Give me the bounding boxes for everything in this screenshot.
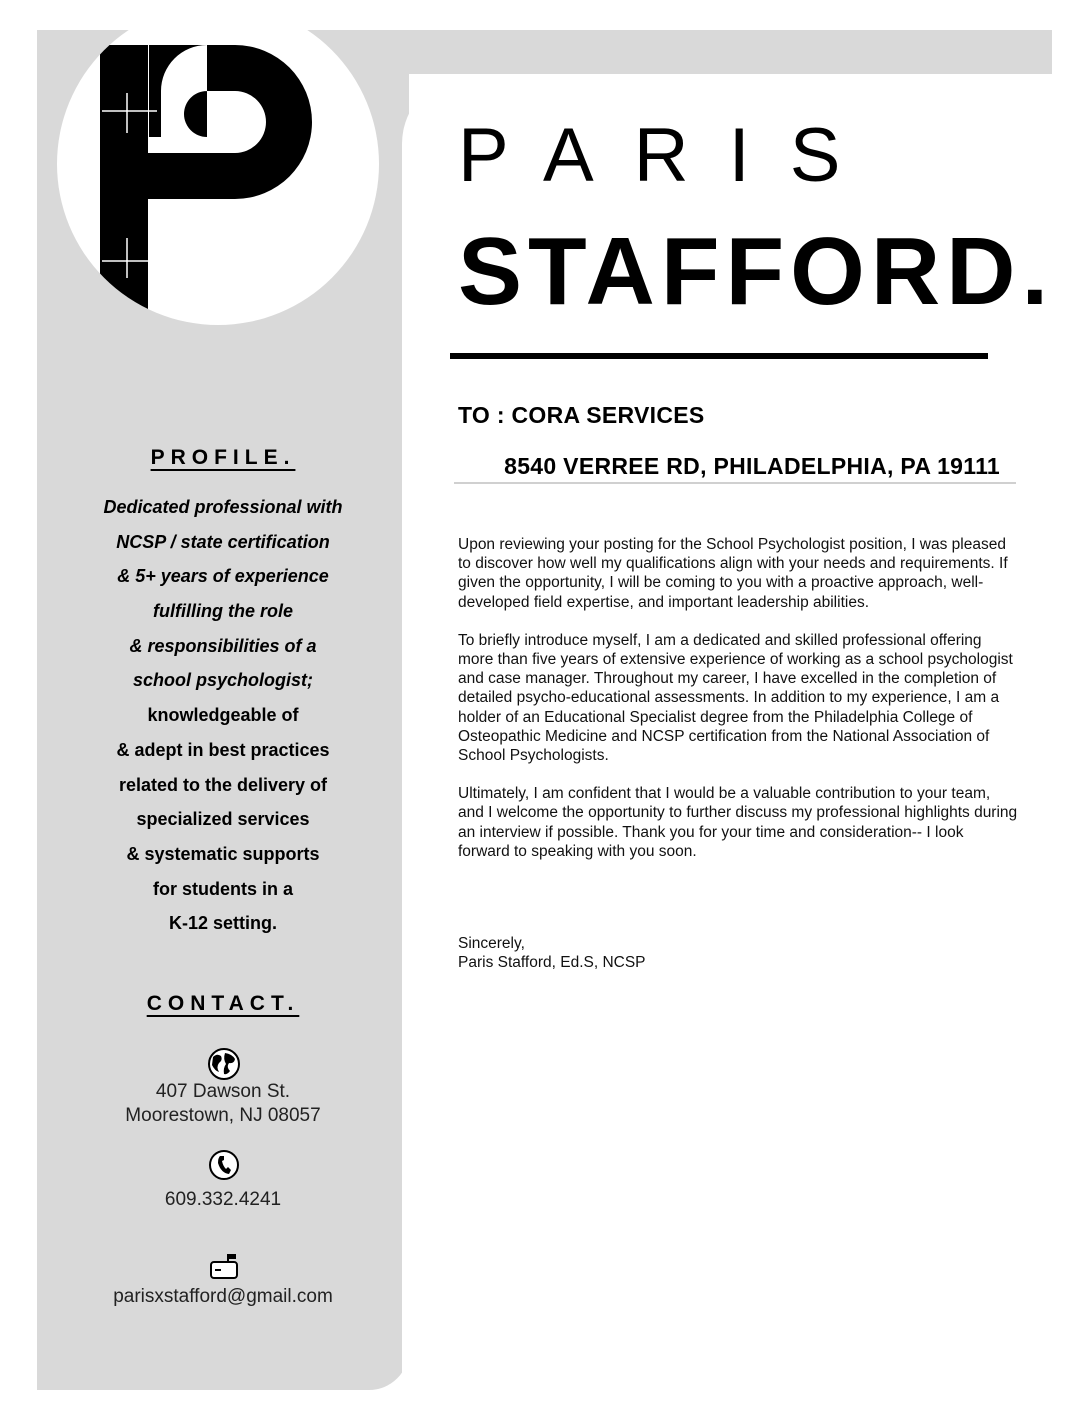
contact-phone: 609.332.4241 [164, 1189, 282, 1210]
profile-line: specialized services [136, 809, 310, 830]
letter-body [458, 535, 1018, 880]
contact-address [37, 1080, 409, 1128]
address-divider [454, 482, 1016, 484]
last-name: STAFFORD. [458, 218, 1055, 325]
profile-line: & adept in best practices [116, 739, 330, 760]
monogram-logo [57, 3, 379, 325]
globe-icon [207, 1047, 241, 1081]
closing: Sincerely, [458, 935, 525, 952]
profile-line: related to the delivery of [118, 774, 328, 795]
profile-summary [37, 490, 409, 941]
header-band [300, 30, 1052, 74]
name-divider [450, 353, 988, 359]
profile-heading: PROFILE. [150, 446, 296, 469]
letter-paragraph: To briefly introduce myself, I am a dedicated and skilled professional offering more than five years of extensive experience of working as a school psychologist and case manager. Throughout my career, I have excelled in the completion of detailed psycho-educational assessments. In addition to my experience, I am a holder of an Educational Specialist degree from the Philadelphia College of Osteopathic Medicine and NCSP certification from the National Association of School Psychologists. [458, 631, 1013, 765]
address-line-1: 407 Dawson St. [155, 1081, 291, 1102]
letter-paragraph: Ultimately, I am confident that I would be a valuable contribution to your team, and I welcome the opportunity to further discuss my professional highlights during an interview if possible. Thank you for your time and consideration-- I look forward to speaking with you soon. [458, 785, 1018, 860]
profile-line: school psychologist; [132, 670, 314, 691]
profile-line: knowledgeable of [147, 705, 299, 726]
profile-line: K-12 setting. [168, 913, 278, 934]
contact-heading: CONTACT. [146, 992, 300, 1015]
profile-line: & systematic supports [126, 843, 320, 864]
first-name: PARIS [458, 113, 881, 198]
profile-line: & 5+ years of experience [117, 566, 329, 587]
ps-monogram-icon [57, 3, 379, 325]
mailbox-icon [207, 1250, 241, 1284]
profile-line: for students in a [152, 878, 293, 899]
recipient-address: 8540 VERREE RD, PHILADELPHIA, PA 19111 [504, 453, 1000, 479]
letter-signoff [458, 934, 646, 972]
profile-line: & responsibilities of a [129, 635, 317, 656]
contact-email: parisxstafford@gmail.com [113, 1286, 333, 1307]
address-line-2: Moorestown, NJ 08057 [125, 1105, 321, 1126]
phone-icon [207, 1148, 241, 1182]
profile-line: fulfilling the role [153, 601, 293, 622]
profile-line: NCSP / state certification [116, 531, 330, 552]
profile-line: Dedicated professional with [103, 497, 343, 517]
signature: Paris Stafford, Ed.S, NCSP [458, 954, 646, 972]
letter-paragraph: Upon reviewing your posting for the School Psychologist position, I was pleased to discover how well my qualifications align with your needs and requirements. If given the opportunity, I will be coming to you with a proactive approach, well-developed field expertise, and important leadership abilities. [458, 536, 1008, 611]
recipient-line: TO : CORA SERVICES [458, 402, 705, 428]
